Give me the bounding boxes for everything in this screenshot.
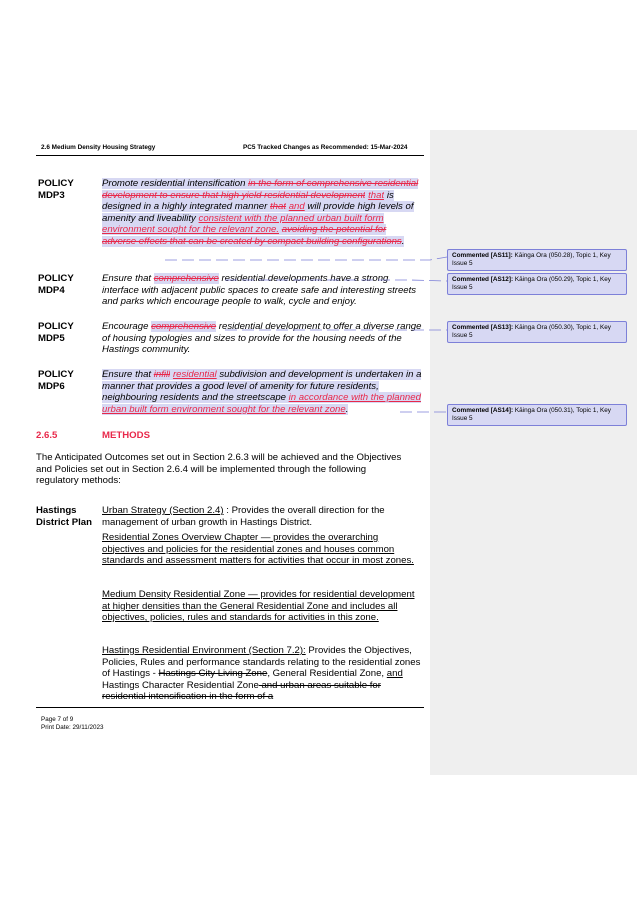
header-section-title: 2.6 Medium Density Housing Strategy [41, 144, 156, 151]
text-run: Promote residential intensification [102, 178, 249, 189]
text-run: , General Residential Zone, [267, 668, 387, 679]
text-run: consistent with the planned urban built form environment sought for the relevant zone. [102, 212, 384, 235]
text-run: and [288, 201, 305, 212]
comment-as14[interactable] [447, 404, 627, 426]
policy-label-mdp5: POLICY MDP5 [38, 321, 74, 344]
text-run: subdivision and development is undertaken in a manner that provides a good level of amenity for future residents, neighbouring residents and the streetscape [102, 369, 422, 403]
text-run: . [345, 403, 349, 415]
text-run: : Provides the overall direction for the management of urban growth in Hastings District. [102, 505, 385, 528]
text-run: in accordance with the planned urban built form environment sought for the relevant zone [102, 392, 421, 415]
text-run: . [401, 235, 405, 247]
text-run: Urban Strategy (Section 2.4) [102, 505, 224, 516]
text-run: Ensure that [102, 369, 154, 380]
text-run: Encourage [102, 321, 152, 332]
text-run: residential development to offer a diverse range of housing typologies and sizes to provide for the housing needs of the Hastings community. [102, 321, 422, 355]
comment-body: Kāinga Ora (050.30), Topic 1, Key Issue 5 [452, 324, 612, 339]
comment-author-tag: Commented [AS11]: [452, 252, 513, 259]
methods-category-label: Hastings District Plan [36, 505, 92, 528]
text-run: and [386, 668, 403, 679]
section-number: 2.6.5 [36, 430, 58, 441]
text-run: Hastings Character Residential Zone [102, 679, 259, 691]
text-run: avoiding the potential for adverse effects that can be created by compact building configurations [102, 224, 402, 247]
comment-author-tag: Commented [AS14]: [452, 407, 514, 414]
text-run: residential developments have a strong interface with adjacent public spaces to create safe and interesting streets and parks which encourage people to walk, cycle and enjoy. [102, 273, 417, 307]
text-run: in the form of comprehensive residential development to ensure that high yield residential development [102, 178, 419, 201]
text-run: residential [172, 369, 217, 380]
text-run: infill [153, 369, 171, 380]
comment-as11[interactable] [447, 249, 627, 271]
comment-author-tag: Commented [AS12]: [452, 276, 514, 283]
text-run: comprehensive [151, 321, 217, 332]
text-run: Ensure that [102, 273, 154, 284]
text-run: will provide high levels of amenity and liveability [102, 201, 414, 224]
methods-intro-paragraph[interactable]: The Anticipated Outcomes set out in Section 2.6.3 will be achieved and the Objectives and Policies set out in Section 2.6.4 will be implemented through the following regulatory methods: [36, 452, 402, 486]
comment-body: Kāinga Ora (050.28), Topic 1, Key Issue 5 [452, 252, 611, 267]
text-run: that [368, 189, 385, 201]
text-run: and urban areas suitable for residential intensification in the form of a [102, 679, 381, 702]
policy-label-mdp6: POLICY MDP6 [38, 369, 74, 392]
policy-label-mdp3: POLICY MDP3 [38, 178, 74, 201]
text-run: Hastings Residential Environment (Section 7.2): [102, 645, 306, 656]
section-heading: METHODS [102, 430, 150, 441]
text-run: comprehensive [153, 273, 219, 284]
comment-as13[interactable] [447, 321, 627, 343]
page-number: Page 7 of 9 [41, 716, 74, 723]
text-run: is designed in a highly integrated manner [102, 189, 394, 212]
comment-as12[interactable] [447, 273, 627, 295]
text-run: Hastings City Living Zone [158, 668, 268, 679]
text-run: Medium Density Residential Zone — provides for residential development at higher densities than the General Residential Zone and includes all objectives, policies, rules and standards for activities in this zone. [102, 589, 415, 623]
comment-author-tag: Commented [AS13]: [452, 324, 514, 331]
text-run: Provides the Objectives, Policies, Rules and performance standards relating to the residential zones of Hastings - [102, 645, 421, 679]
header-document-status: PC5 Tracked Changes as Recommended: 15-Mar-2024 [243, 144, 408, 151]
text-run: that [270, 201, 287, 212]
text-run: Residential Zones Overview Chapter — provides the overarching objectives and policies for the residential zones and houses common standards and assessment matters for activities that occur in most zones. [102, 532, 414, 566]
comment-body: Kāinga Ora (050.29), Topic 1, Key Issue 5 [452, 276, 612, 291]
policy-label-mdp4: POLICY MDP4 [38, 273, 74, 296]
print-date: Print Date: 29/11/2023 [41, 724, 104, 731]
comment-body: Kāinga Ora (050.31), Topic 1, Key Issue 5 [452, 407, 612, 422]
